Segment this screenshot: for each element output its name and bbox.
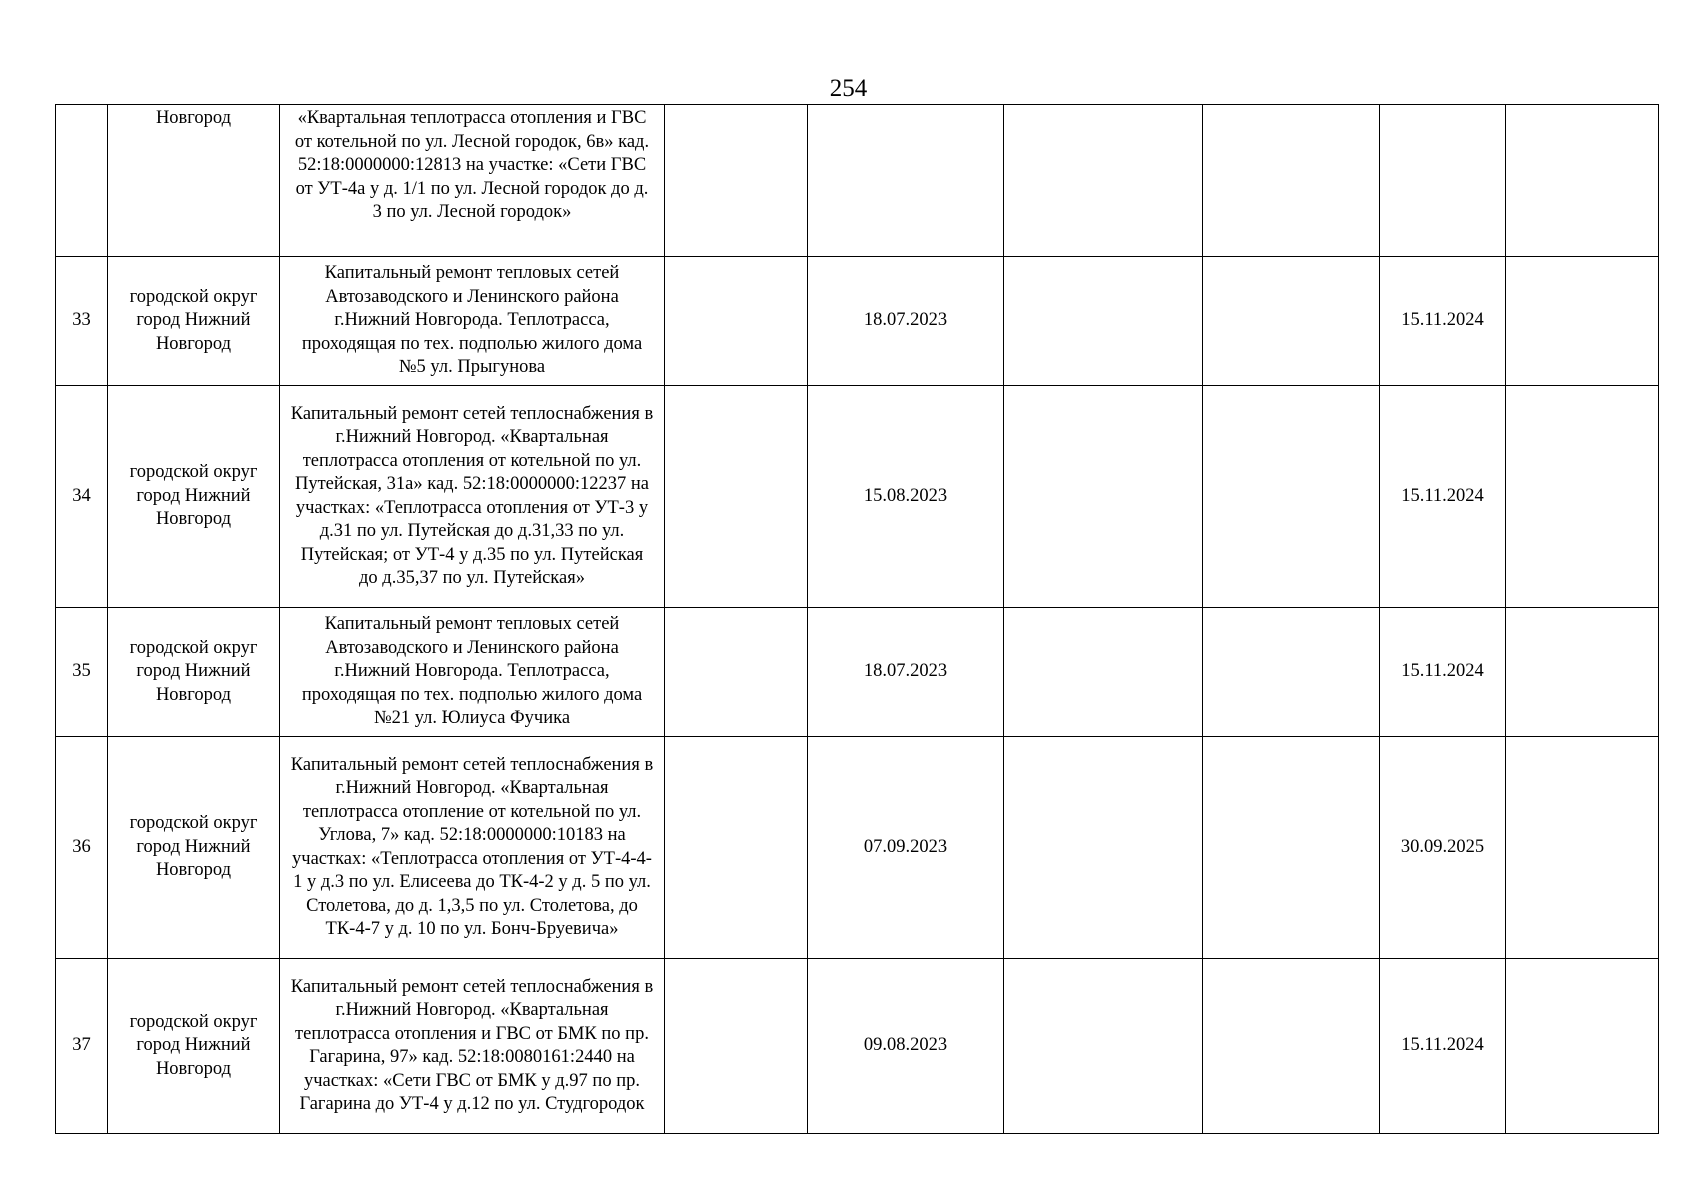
end-date-cell <box>1380 105 1506 257</box>
table-row <box>56 105 1659 257</box>
description-cell: Капитальный ремонт тепловых сетей Автозаводского и Ленинского района г.Нижний Новгорода. Теплотрасса, проходящая по тех. подполью жилого дома №5 ул. Прыгунова <box>280 257 665 386</box>
end-date-cell: 15.11.2024 <box>1380 257 1506 386</box>
row-number-cell: 34 <box>56 386 108 608</box>
row-number-cell: 35 <box>56 608 108 737</box>
description-cell: Капитальный ремонт сетей теплоснабжения в г.Нижний Новгород. «Квартальная теплотрасса отопления от котельной по ул. Путейская, 31а» кад. 52:18:0000000:12237 на участках: «Теплотрасса отопления от УТ-3 у д.31 по ул. Путейская до д.31,33 по ул. Путейская; от УТ-4 у д.35 по ул. Путейская до д.35,37 по ул. Путейская» <box>280 386 665 608</box>
municipality-cell: городской округ город Нижний Новгород <box>108 608 280 737</box>
row-number-cell <box>56 105 108 257</box>
start-date-cell: 07.09.2023 <box>808 737 1004 959</box>
start-date-cell: 18.07.2023 <box>808 608 1004 737</box>
municipality-cell: Новгород <box>108 105 280 257</box>
municipality-cell: городской округ город Нижний Новгород <box>108 959 280 1134</box>
page-number: 254 <box>829 75 868 102</box>
empty-cell <box>1506 105 1659 257</box>
start-date-cell <box>808 105 1004 257</box>
empty-cell <box>1004 959 1203 1134</box>
empty-cell <box>1506 257 1659 386</box>
empty-cell <box>1203 105 1380 257</box>
table-row <box>56 737 1659 959</box>
start-date-cell: 18.07.2023 <box>808 257 1004 386</box>
start-date-cell: 15.08.2023 <box>808 386 1004 608</box>
empty-cell <box>665 386 808 608</box>
empty-cell <box>1203 386 1380 608</box>
empty-cell <box>1004 105 1203 257</box>
empty-cell <box>665 257 808 386</box>
table-row <box>56 608 1659 737</box>
table-row <box>56 959 1659 1134</box>
empty-cell <box>665 959 808 1134</box>
empty-cell <box>665 608 808 737</box>
description-cell: Капитальный ремонт сетей теплоснабжения в г.Нижний Новгород. «Квартальная теплотрасса отопления и ГВС от БМК по пр. Гагарина, 97» кад. 52:18:0080161:2440 на участках: «Сети ГВС от БМК у д.97 по пр. Гагарина до УТ-4 у д.12 по ул. Студгородок <box>280 959 665 1134</box>
description-cell: «Квартальная теплотрасса отопления и ГВС от котельной по ул. Лесной городок, 6в» кад. 52:18:0000000:12813 на участке: «Сети ГВС от УТ-4а у д. 1/1 по ул. Лесной городок до д. 3 по ул. Лесной городок» <box>280 105 665 257</box>
row-number-cell: 36 <box>56 737 108 959</box>
municipality-cell: городской округ город Нижний Новгород <box>108 737 280 959</box>
start-date-cell: 09.08.2023 <box>808 959 1004 1134</box>
empty-cell <box>1004 386 1203 608</box>
empty-cell <box>1506 737 1659 959</box>
row-number-cell: 33 <box>56 257 108 386</box>
table-row <box>56 386 1659 608</box>
empty-cell <box>665 105 808 257</box>
empty-cell <box>1203 608 1380 737</box>
registry-table <box>55 104 1659 1134</box>
empty-cell <box>1203 959 1380 1134</box>
end-date-cell: 30.09.2025 <box>1380 737 1506 959</box>
empty-cell <box>1203 257 1380 386</box>
table-row <box>56 257 1659 386</box>
empty-cell <box>1203 737 1380 959</box>
description-cell: Капитальный ремонт сетей теплоснабжения в г.Нижний Новгород. «Квартальная теплотрасса отопление от котельной по ул. Углова, 7» кад. 52:18:0000000:10183 на участках: «Теплотрасса отопления от УТ-4-4-1 у д.3 по ул. Елисеева до ТК-4-2 у д. 5 по ул. Столетова, до д. 1,3,5 по ул. Столетова, до ТК-4-7 у д. 10 по ул. Бонч-Бруевича» <box>280 737 665 959</box>
empty-cell <box>665 737 808 959</box>
empty-cell <box>1506 959 1659 1134</box>
empty-cell <box>1004 257 1203 386</box>
empty-cell <box>1506 608 1659 737</box>
empty-cell <box>1004 737 1203 959</box>
empty-cell <box>1506 386 1659 608</box>
row-number-cell: 37 <box>56 959 108 1134</box>
empty-cell <box>1004 608 1203 737</box>
end-date-cell: 15.11.2024 <box>1380 386 1506 608</box>
municipality-cell: городской округ город Нижний Новгород <box>108 386 280 608</box>
description-cell: Капитальный ремонт тепловых сетей Автозаводского и Ленинского района г.Нижний Новгорода. Теплотрасса, проходящая по тех. подполью жилого дома №21 ул. Юлиуса Фучика <box>280 608 665 737</box>
municipality-cell: городской округ город Нижний Новгород <box>108 257 280 386</box>
end-date-cell: 15.11.2024 <box>1380 959 1506 1134</box>
end-date-cell: 15.11.2024 <box>1380 608 1506 737</box>
